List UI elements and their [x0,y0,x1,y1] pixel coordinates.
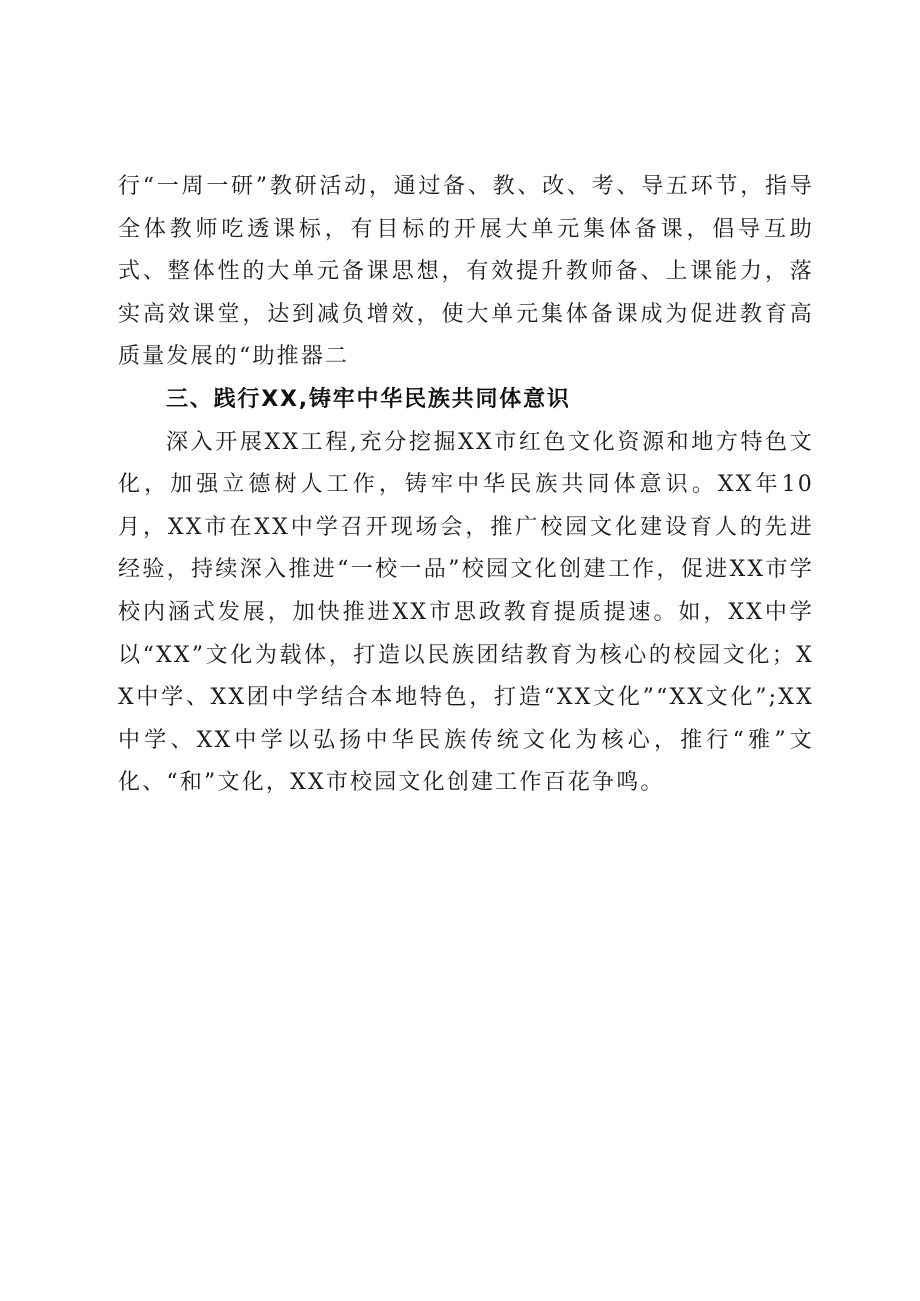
document-body [118,166,814,805]
section-heading: 三、践行XX,铸牢中华民族共同体意识 [166,386,571,412]
paragraph-body: 深入开展XX工程,充分挖掘XX市红色文化资源和地方特色文化，加强立德树人工作，铸牢中华民族共同体意识。XX年10月，XX市在XX中学召开现场会，推广校园文化建设育人的先进经验，持续深入推进“一校一品”校园文化创建工作，促进XX市学校内涵式发展，加快推进XX市思政教育提质提速。如，XX中学以“XX”文化为载体，打造以民族团结教育为核心的校园文化；XX中学、XX团中学结合本地特色，打造“XX文化”“XX文化”;XX中学、XX中学以弘扬中华民族传统文化为核心，推行“雅”文化、“和”文化，XX市校园文化创建工作百花争鸣。 [118,429,814,796]
paragraph-continuation: 行“一周一研”教研活动，通过备、教、改、考、导五环节，指导全体教师吃透课标，有目标的开展大单元集体备课，倡导互助式、整体性的大单元备课思想，有效提升教师备、上课能力，落实高效课堂，达到减负增效，使大单元集体备课成为促进教育高质量发展的“助推器二 [118,174,814,370]
